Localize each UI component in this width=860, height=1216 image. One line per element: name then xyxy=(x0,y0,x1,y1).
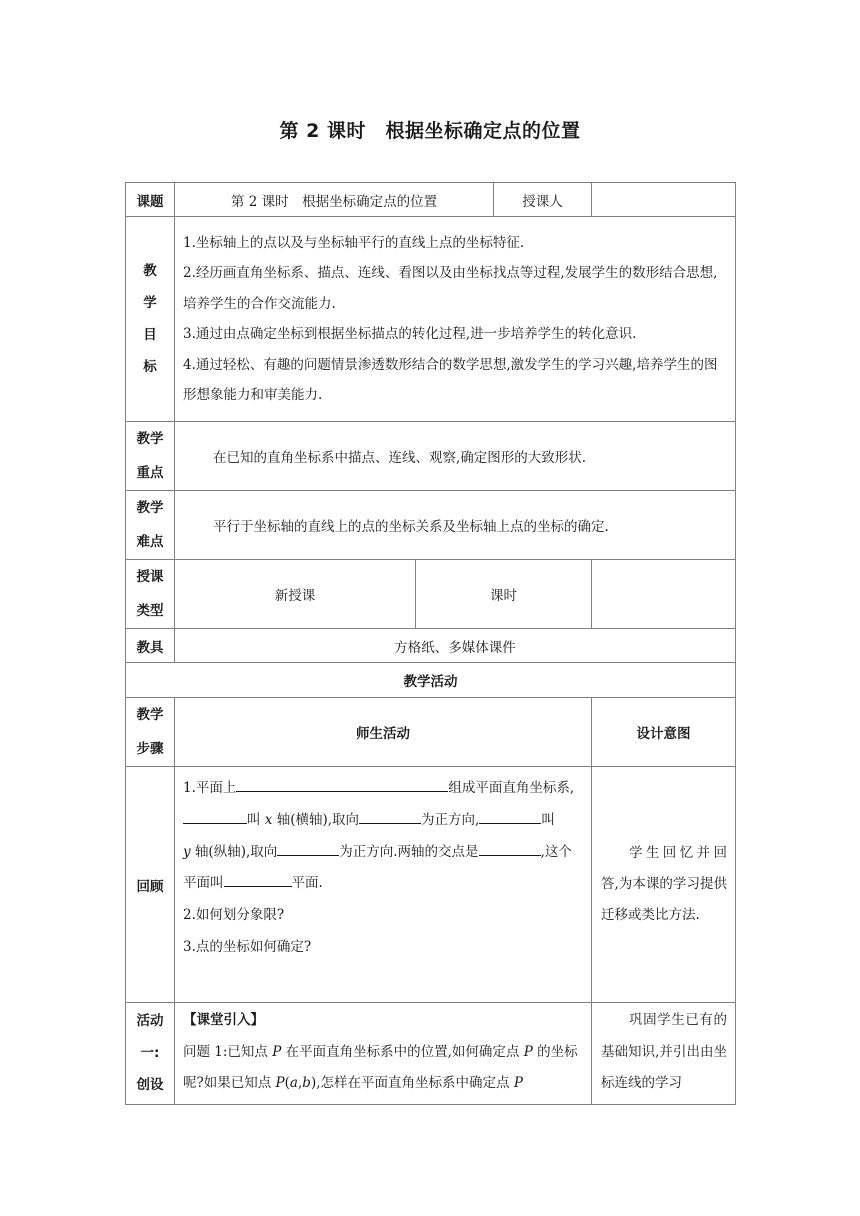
row-review xyxy=(126,767,736,1003)
review-q1: 1.平面上 组成平面直角坐标系,叫 x 轴(横轴),取向 为正方向, 叫 y 轴(纵轴),取向 为正方向.两轴的交点是 ,这个平面叫 平面. xyxy=(183,773,581,900)
goals-label: 教 学 目 标 xyxy=(126,217,175,422)
answer-blank xyxy=(183,808,247,824)
goals-content xyxy=(175,217,736,422)
goal-item: 4.通过轻松、有趣的问题情景渗透数形结合的数学思想,激发学生的学习兴趣,培养学生的图形想象能力和审美能力. xyxy=(183,356,718,403)
activity1-intent: 巩固学生已有的基础知识,并引出由坐标连线的学习 xyxy=(592,1003,736,1105)
row-activities-header xyxy=(126,663,736,698)
topic-value-cell xyxy=(175,183,592,217)
review-q3: 3.点的坐标如何确定? xyxy=(183,938,312,955)
tools-label: 教具 xyxy=(126,629,175,663)
lesson-type-label: 授课 类型 xyxy=(126,560,175,629)
activity1-question: 问题 1:已知点 P 在平面直角坐标系中的位置,如何确定点 P 的坐标呢?如果已知点 P(a,b),怎样在平面直角坐标系中确定点 P xyxy=(183,1043,578,1091)
lesson-plan-table xyxy=(125,182,736,1105)
activity-column-header: 师生活动 xyxy=(175,698,592,767)
answer-blank xyxy=(224,871,292,887)
period-value xyxy=(592,560,736,629)
tools-value: 方格纸、多媒体课件 xyxy=(175,629,736,663)
teacher-value xyxy=(592,183,736,217)
activity1-content xyxy=(175,1003,592,1105)
step-column-header: 教学 步骤 xyxy=(126,698,175,767)
activity1-label: 活动 一: 创设 xyxy=(126,1003,175,1105)
row-tools xyxy=(126,629,736,663)
answer-blank xyxy=(479,808,541,824)
row-difficulty xyxy=(126,491,736,560)
topic-value: 第 2 课时 根据坐标确定点的位置 xyxy=(230,193,438,210)
answer-blank xyxy=(479,840,541,856)
row-activity1 xyxy=(126,1003,736,1105)
answer-blank xyxy=(236,776,448,792)
row-goals xyxy=(126,217,736,422)
difficulty-text: 平行于坐标轴的直线上的点的坐标关系及坐标轴上点的坐标的确定. xyxy=(175,491,736,560)
row-topic xyxy=(126,183,736,217)
goal-item: 1.坐标轴上的点以及与坐标轴平行的直线上点的坐标特征. xyxy=(183,234,525,251)
goal-item: 2.经历画直角坐标系、描点、连线、看图以及由坐标找点等过程,发展学生的数形结合思想,培养学生的合作交流能力. xyxy=(183,265,718,312)
teacher-label: 授课人 xyxy=(522,193,563,210)
intent-column-header: 设计意图 xyxy=(592,698,736,767)
activity1-heading: 【课堂引入】 xyxy=(183,1012,264,1028)
review-q2: 2.如何划分象限? xyxy=(183,907,285,924)
page-title: 第 2 课时 根据坐标确定点的位置 xyxy=(279,120,581,142)
key-points-text: 在已知的直角坐标系中描点、连线、观察,确定图形的大致形状. xyxy=(175,422,736,491)
answer-blank xyxy=(277,840,339,856)
activities-header: 教学活动 xyxy=(126,663,736,698)
row-lesson-type xyxy=(126,560,736,629)
period-label: 课时 xyxy=(416,560,592,629)
row-column-headers xyxy=(126,698,736,767)
answer-blank xyxy=(359,808,421,824)
row-key-points xyxy=(126,422,736,491)
review-content xyxy=(175,767,592,1003)
review-intent: 学生回忆并回答,为本课的学习提供迁移或类比方法. xyxy=(592,767,736,1003)
goal-item: 3.通过由点确定坐标到根据坐标描点的转化过程,进一步培养学生的转化意识. xyxy=(183,326,637,342)
difficulty-label: 教学 难点 xyxy=(126,491,175,560)
review-label: 回顾 xyxy=(126,767,175,1003)
key-points-label: 教学 重点 xyxy=(126,422,175,491)
lesson-type-value: 新授课 xyxy=(175,560,416,629)
topic-label: 课题 xyxy=(126,183,175,217)
